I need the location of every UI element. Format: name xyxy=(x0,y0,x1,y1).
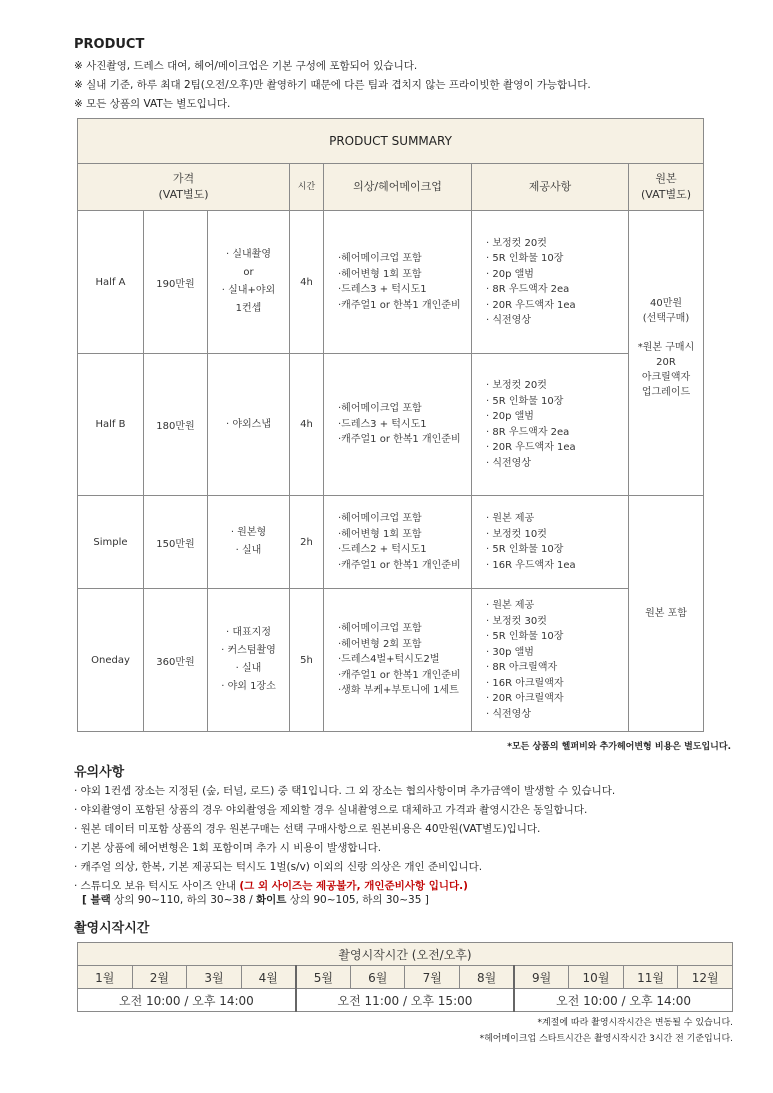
type-line: · 실내촬영 xyxy=(226,249,271,260)
product-type xyxy=(208,589,290,732)
provided-line: · 8R 아크릴액자 xyxy=(486,662,558,673)
product-price: 150만원 xyxy=(144,496,208,589)
type-line: · 원본형 xyxy=(230,527,267,538)
original-line: 40만원 xyxy=(649,298,683,309)
month-cell: 10월 xyxy=(569,966,624,989)
month-cell: 4월 xyxy=(241,966,296,989)
original-line xyxy=(630,326,702,340)
month-cell: 11월 xyxy=(623,966,678,989)
product-title: PRODUCT xyxy=(74,37,145,52)
header-original-line2: (VAT별도) xyxy=(640,188,692,201)
costume-line: ·드레스3 + 턱시도1 xyxy=(338,418,427,430)
header-time: 시간 xyxy=(290,164,324,211)
costume-line: ·헤어메이크업 포함 xyxy=(338,623,422,635)
costume-line: ·캐주얼1 or 한복1 개인준비 xyxy=(338,669,461,681)
table-row-half-b xyxy=(78,354,704,496)
caution-item-4: · 기본 상품에 헤어변형은 1회 포함이며 추가 시 비용이 발생합니다. xyxy=(74,842,382,854)
costume-line: ·헤어메이크업 포함 xyxy=(338,513,422,524)
tux-prefix: · 스튜디오 보유 턱시도 사이즈 안내 xyxy=(74,880,240,892)
schedule-title: 촬영시작시간 xyxy=(74,921,150,936)
costume-line: ·헤어메이크업 포함 xyxy=(338,403,422,415)
costume-line: ·캐주얼1 or 한복1 개인준비 xyxy=(338,559,461,571)
product-summary-table xyxy=(77,118,704,732)
provided-line: · 원본 제공 xyxy=(486,513,535,524)
type-line: · 실내 xyxy=(235,545,262,556)
caution-title: 유의사항 xyxy=(74,765,125,780)
product-provided xyxy=(472,496,629,589)
costume-line: ·헤어변형 1회 포함 xyxy=(338,528,422,540)
provided-line: · 보정컷 20컷 xyxy=(486,380,547,391)
type-line: 1컨셉 xyxy=(235,303,262,314)
caution-item-2: · 야외촬영이 포함된 상품의 경우 야외촬영을 제외할 경우 실내촬영으로 대체하고 가격과 촬영시간은 동일합니다. xyxy=(74,804,588,816)
caution-item-1: · 야외 1컨셉 장소는 지정된 (숲, 터널, 로드) 중 택1입니다. 그 외 장소는 협의사항이며 추가금액이 발생할 수 있습니다. xyxy=(74,785,616,797)
product-price: 360만원 xyxy=(144,589,208,732)
original-ab xyxy=(629,211,704,496)
provided-line: · 16R 우드액자 1ea xyxy=(486,559,576,571)
header-price-line1: 가격 xyxy=(172,172,195,185)
original-line: *원본 구매시 xyxy=(637,342,695,353)
month-cell: 7월 xyxy=(405,966,460,989)
header-provided: 제공사항 xyxy=(472,164,629,211)
product-note-3: ※ 모든 상품의 VAT는 별도입니다. xyxy=(74,98,231,110)
schedule-footnote-1: *계절에 따라 촬영시작시간은 변동될 수 있습니다. xyxy=(537,1018,733,1028)
tux-black: 블랙 xyxy=(90,894,111,906)
product-costume xyxy=(324,211,472,354)
header-price xyxy=(78,164,290,211)
month-cell: 2월 xyxy=(132,966,187,989)
product-note-1: ※ 사진촬영, 드레스 대여, 헤어/메이크업은 기본 구성에 포함되어 있습니다. xyxy=(74,60,418,72)
type-line: · 실내 xyxy=(235,663,262,674)
product-costume xyxy=(324,496,472,589)
provided-line: · 보정컷 30컷 xyxy=(486,615,547,627)
product-costume xyxy=(324,354,472,496)
header-costume: 의상/헤어메이크업 xyxy=(324,164,472,211)
costume-line: ·헤어변형 1회 포함 xyxy=(338,268,422,280)
provided-line: · 5R 인화물 10장 xyxy=(486,544,564,555)
tux-open-bracket: [ xyxy=(82,894,91,906)
provided-line: · 보정컷 20컷 xyxy=(486,237,547,249)
product-price: 190만원 xyxy=(144,211,208,354)
product-note-2: ※ 실내 기준, 하루 최대 2팀(오전/오후)만 촬영하기 때문에 다른 팀과 겹치지 않는 프라이빗한 촬영이 가능합니다. xyxy=(74,79,591,91)
caution-item-6 xyxy=(74,878,468,893)
product-provided xyxy=(472,211,629,354)
product-provided xyxy=(472,589,629,732)
tux-white-sizes: 상의 90~105, 하의 30~35 ] xyxy=(286,894,429,906)
costume-line: ·헤어메이크업 포함 xyxy=(338,253,422,264)
provided-line: · 식전영상 xyxy=(486,457,531,469)
type-line: · 대표지정 xyxy=(226,627,271,638)
product-name: Simple xyxy=(78,496,144,589)
caution-item-5: · 캐주얼 의상, 한복, 기본 제공되는 턱시도 1벌(s/v) 이외의 신랑 의상은 개인 준비입니다. xyxy=(74,861,483,873)
month-cell: 3월 xyxy=(187,966,242,989)
provided-line: · 20R 우드액자 1ea xyxy=(486,442,576,453)
table-row-simple xyxy=(78,496,704,589)
provided-line: · 8R 우드액자 2ea xyxy=(486,284,570,295)
costume-line: ·헤어변형 2회 포함 xyxy=(338,638,422,650)
type-line: or xyxy=(243,267,254,278)
costume-line: ·드레스2 + 턱시도1 xyxy=(338,544,427,555)
product-price: 180만원 xyxy=(144,354,208,496)
product-type xyxy=(208,496,290,589)
tux-black-sizes: 상의 90~110, 하의 30~38 / xyxy=(110,894,256,906)
summary-caption: PRODUCT SUMMARY xyxy=(78,119,704,164)
product-name: Half A xyxy=(78,211,144,354)
product-costume xyxy=(324,589,472,732)
product-time: 4h xyxy=(290,211,324,354)
caution-item-6-sizes xyxy=(82,892,429,907)
month-cell: 1월 xyxy=(78,966,133,989)
schedule-caption: 촬영시작시간 (오전/오후) xyxy=(78,943,733,966)
summary-footnote: *모든 상품의 헬퍼비와 추가헤어변형 비용은 별도입니다. xyxy=(507,742,731,752)
table-row-half-a xyxy=(78,211,704,354)
table-row-oneday xyxy=(78,589,704,732)
provided-line: · 식전영상 xyxy=(486,708,531,720)
provided-line: · 16R 아크릴액자 xyxy=(486,677,564,689)
product-name: Half B xyxy=(78,354,144,496)
original-line: 20R xyxy=(656,357,676,368)
tux-white: 화이트 xyxy=(255,894,287,906)
provided-line: · 20p 앨범 xyxy=(486,268,534,280)
type-line: · 야외스냅 xyxy=(226,418,271,430)
costume-line: ·생화 부케+부토니에 1세트 xyxy=(338,685,459,697)
provided-line: · 5R 인화물 10장 xyxy=(486,631,564,642)
month-cell: 6월 xyxy=(350,966,405,989)
original-cd: 원본 포함 xyxy=(629,496,704,732)
month-cell: 8월 xyxy=(460,966,515,989)
month-cell: 9월 xyxy=(514,966,569,989)
costume-line: ·캐주얼1 or 한복1 개인준비 xyxy=(338,434,461,446)
product-name: Oneday xyxy=(78,589,144,732)
type-line: · 야외 1장소 xyxy=(221,681,276,692)
costume-line: ·드레스3 + 턱시도1 xyxy=(338,284,427,295)
provided-line: · 5R 인화물 10장 xyxy=(486,253,564,264)
caution-item-3: · 원본 데이터 미포함 상품의 경우 원본구매는 선택 구매사항으로 원본비용은 40만원(VAT별도)입니다. xyxy=(74,823,541,835)
original-line: 업그레이드 xyxy=(641,387,691,398)
costume-line: ·드레스4벌+턱시도2벌 xyxy=(338,654,440,666)
time-cell-sep-dec: 오전 10:00 / 오후 14:00 xyxy=(514,989,732,1012)
month-cell: 12월 xyxy=(678,966,733,989)
costume-line: ·캐주얼1 or 한복1 개인준비 xyxy=(338,299,461,311)
schedule-footnote-2: *헤어메이크업 스타트시간은 촬영시작시간 3시간 전 기준입니다. xyxy=(479,1034,733,1044)
provided-line: · 식전영상 xyxy=(486,315,531,326)
product-type xyxy=(208,354,290,496)
provided-line: · 30p 앨범 xyxy=(486,646,534,658)
type-line: · 실내+야외 xyxy=(221,285,276,296)
product-type xyxy=(208,211,290,354)
product-provided xyxy=(472,354,629,496)
schedule-table xyxy=(77,942,733,1012)
provided-line: · 20R 아크릴액자 xyxy=(486,693,564,704)
header-price-line2: (VAT별도) xyxy=(158,188,209,201)
header-original-line1: 원본 xyxy=(655,172,677,185)
provided-line: · 20R 우드액자 1ea xyxy=(486,299,576,311)
provided-line: · 보정컷 10컷 xyxy=(486,528,547,540)
original-line: 아크릴액자 xyxy=(641,372,691,383)
month-cell: 5월 xyxy=(296,966,351,989)
product-time: 4h xyxy=(290,354,324,496)
original-line: (선택구매) xyxy=(642,313,690,324)
tux-warning: (그 외 사이즈는 제공불가, 개인준비사항 입니다.) xyxy=(239,880,468,892)
provided-line: · 20p 앨범 xyxy=(486,411,534,422)
provided-line: · 5R 인화물 10장 xyxy=(486,395,564,407)
time-cell-may-aug: 오전 11:00 / 오후 15:00 xyxy=(296,989,514,1012)
time-cell-jan-apr: 오전 10:00 / 오후 14:00 xyxy=(78,989,296,1012)
header-original xyxy=(629,164,704,211)
provided-line: · 8R 우드액자 2ea xyxy=(486,426,570,438)
product-time: 5h xyxy=(290,589,324,732)
type-line: · 커스텀촬영 xyxy=(221,645,276,656)
product-time: 2h xyxy=(290,496,324,589)
provided-line: · 원본 제공 xyxy=(486,600,535,611)
